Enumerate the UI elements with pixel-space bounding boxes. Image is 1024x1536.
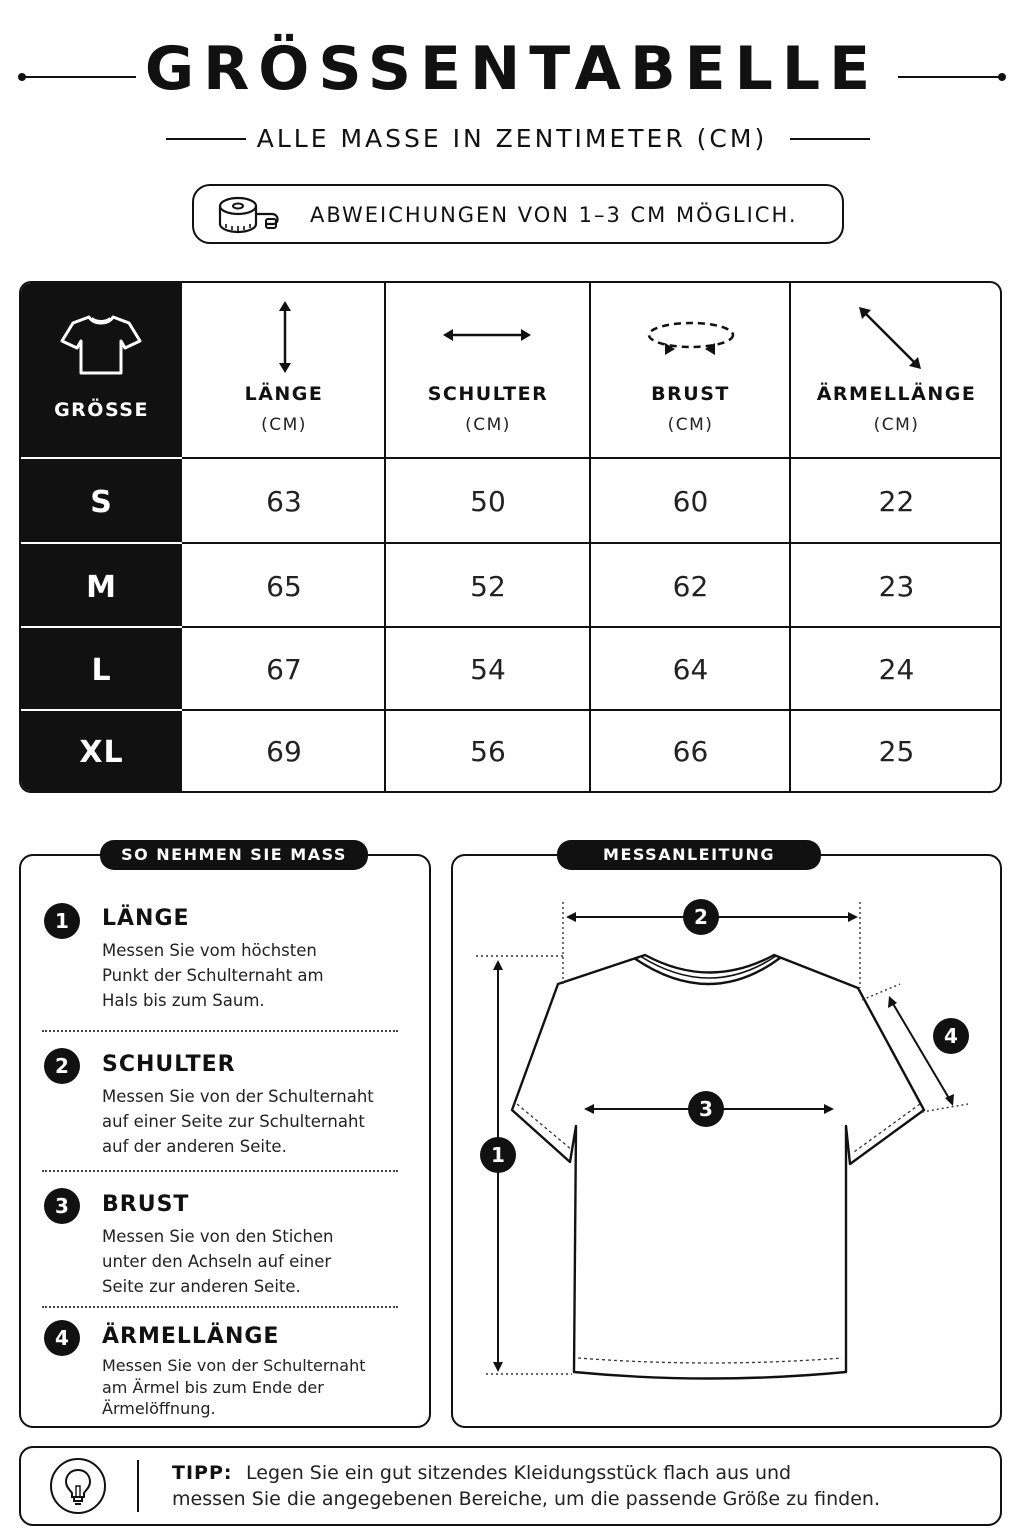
grid-line bbox=[384, 283, 386, 793]
horizontal-arrow-icon bbox=[441, 323, 533, 347]
step-line: unter den Achseln auf einer bbox=[102, 1252, 332, 1271]
step-line: Seite zur anderen Seite. bbox=[102, 1277, 301, 1296]
table-cell: 25 bbox=[878, 735, 915, 768]
measuring-tape-icon bbox=[214, 192, 284, 238]
size-label: S bbox=[90, 485, 113, 520]
step-text bbox=[102, 1084, 402, 1159]
table-cell: 63 bbox=[266, 485, 302, 518]
grid-line bbox=[589, 283, 591, 793]
step-text bbox=[102, 938, 402, 1013]
step-line: Messen Sie von der Schulternaht bbox=[102, 1087, 374, 1106]
table-cell: 65 bbox=[266, 570, 302, 603]
table-cell: 67 bbox=[266, 653, 302, 686]
divider bbox=[42, 1030, 398, 1032]
grid-line bbox=[21, 626, 182, 628]
step-line: auf einer Seite zur Schulternaht bbox=[102, 1112, 365, 1131]
diagonal-arrow-icon bbox=[857, 305, 923, 371]
page-subtitle: ALLE MASSE IN ZENTIMETER (CM) bbox=[256, 124, 768, 153]
lightbulb-icon bbox=[48, 1456, 108, 1516]
grid-line bbox=[182, 626, 1002, 628]
column-unit-laenge: (CM) bbox=[261, 415, 307, 435]
column-unit-brust: (CM) bbox=[667, 415, 714, 435]
size-table bbox=[19, 281, 1002, 793]
column-header-aermellaenge: ÄRMELLÄNGE bbox=[816, 383, 977, 405]
table-cell: 50 bbox=[470, 485, 506, 518]
vertical-arrow-icon bbox=[273, 299, 297, 375]
step-title: SCHULTER bbox=[102, 1052, 236, 1077]
step-title: LÄNGE bbox=[102, 906, 190, 931]
column-header-schulter: SCHULTER bbox=[427, 383, 549, 405]
step-text bbox=[102, 1355, 402, 1420]
marker-badge: 3 bbox=[688, 1091, 724, 1127]
tip-text: messen Sie die angegebenen Bereiche, um die passende Größe zu finden. bbox=[172, 1488, 881, 1510]
tshirt-icon bbox=[59, 311, 143, 377]
tip-label: TIPP: bbox=[172, 1462, 233, 1484]
table-cell: 62 bbox=[672, 570, 709, 603]
tip-divider bbox=[137, 1460, 139, 1512]
step-badge: 4 bbox=[44, 1320, 80, 1356]
grid-line bbox=[182, 542, 1002, 544]
size-label: XL bbox=[79, 735, 124, 770]
table-cell: 52 bbox=[470, 570, 506, 603]
table-cell: 54 bbox=[470, 653, 506, 686]
step-title: BRUST bbox=[102, 1192, 190, 1217]
table-cell: 64 bbox=[672, 653, 709, 686]
table-cell: 22 bbox=[878, 485, 915, 518]
divider bbox=[42, 1306, 398, 1308]
grid-line bbox=[21, 709, 182, 711]
step-line: Messen Sie von den Stichen bbox=[102, 1227, 334, 1246]
step-line: Ärmelöffnung. bbox=[102, 1399, 216, 1418]
column-unit-aermellaenge: (CM) bbox=[873, 415, 920, 435]
table-cell: 66 bbox=[672, 735, 709, 768]
column-header-laenge: LÄNGE bbox=[244, 383, 324, 405]
step-title: ÄRMELLÄNGE bbox=[102, 1324, 280, 1349]
step-badge: 3 bbox=[44, 1188, 80, 1224]
tip-text: Legen Sie ein gut sitzendes Kleidungsstück flach aus und bbox=[246, 1462, 792, 1484]
grid-line bbox=[21, 457, 182, 459]
marker-badge: 2 bbox=[683, 899, 719, 935]
size-label: M bbox=[86, 570, 117, 605]
tshirt-diagram bbox=[452, 880, 1000, 1420]
grid-line bbox=[182, 709, 1002, 711]
page-title: GRÖSSENTABELLE bbox=[144, 34, 880, 104]
size-label: L bbox=[91, 653, 112, 688]
tolerance-note-text: ABWEICHUNGEN VON 1–3 CM MÖGLICH. bbox=[310, 203, 798, 227]
step-line: auf der anderen Seite. bbox=[102, 1137, 287, 1156]
divider bbox=[42, 1170, 398, 1172]
step-badge: 2 bbox=[44, 1048, 80, 1084]
marker-badge: 1 bbox=[480, 1137, 516, 1173]
tip-box bbox=[19, 1446, 1002, 1526]
step-text bbox=[102, 1224, 402, 1299]
circular-arrow-icon bbox=[645, 317, 737, 359]
column-unit-schulter: (CM) bbox=[465, 415, 511, 435]
size-header: GRÖSSE bbox=[54, 399, 149, 421]
table-cell: 24 bbox=[878, 653, 915, 686]
grid-line bbox=[182, 457, 1002, 459]
column-header-brust: BRUST bbox=[651, 383, 730, 405]
table-cell: 60 bbox=[672, 485, 709, 518]
grid-line bbox=[21, 542, 182, 544]
step-line: Hals bis zum Saum. bbox=[102, 991, 265, 1010]
grid-line bbox=[789, 283, 791, 793]
how-to-measure-title: SO NEHMEN SIE MASS bbox=[100, 840, 368, 870]
step-badge: 1 bbox=[44, 903, 80, 939]
step-line: Messen Sie vom höchsten bbox=[102, 941, 317, 960]
table-cell: 69 bbox=[266, 735, 302, 768]
step-line: am Ärmel bis zum Ende der bbox=[102, 1377, 324, 1397]
measurement-guide-title: MESSANLEITUNG bbox=[557, 840, 821, 870]
step-line: Messen Sie von der Schulternaht bbox=[102, 1356, 366, 1375]
step-line: Punkt der Schulternaht am bbox=[102, 966, 324, 985]
tshirt-outline bbox=[512, 955, 924, 1379]
marker-badge: 4 bbox=[933, 1018, 969, 1054]
table-cell: 56 bbox=[470, 735, 506, 768]
table-cell: 23 bbox=[878, 570, 915, 603]
